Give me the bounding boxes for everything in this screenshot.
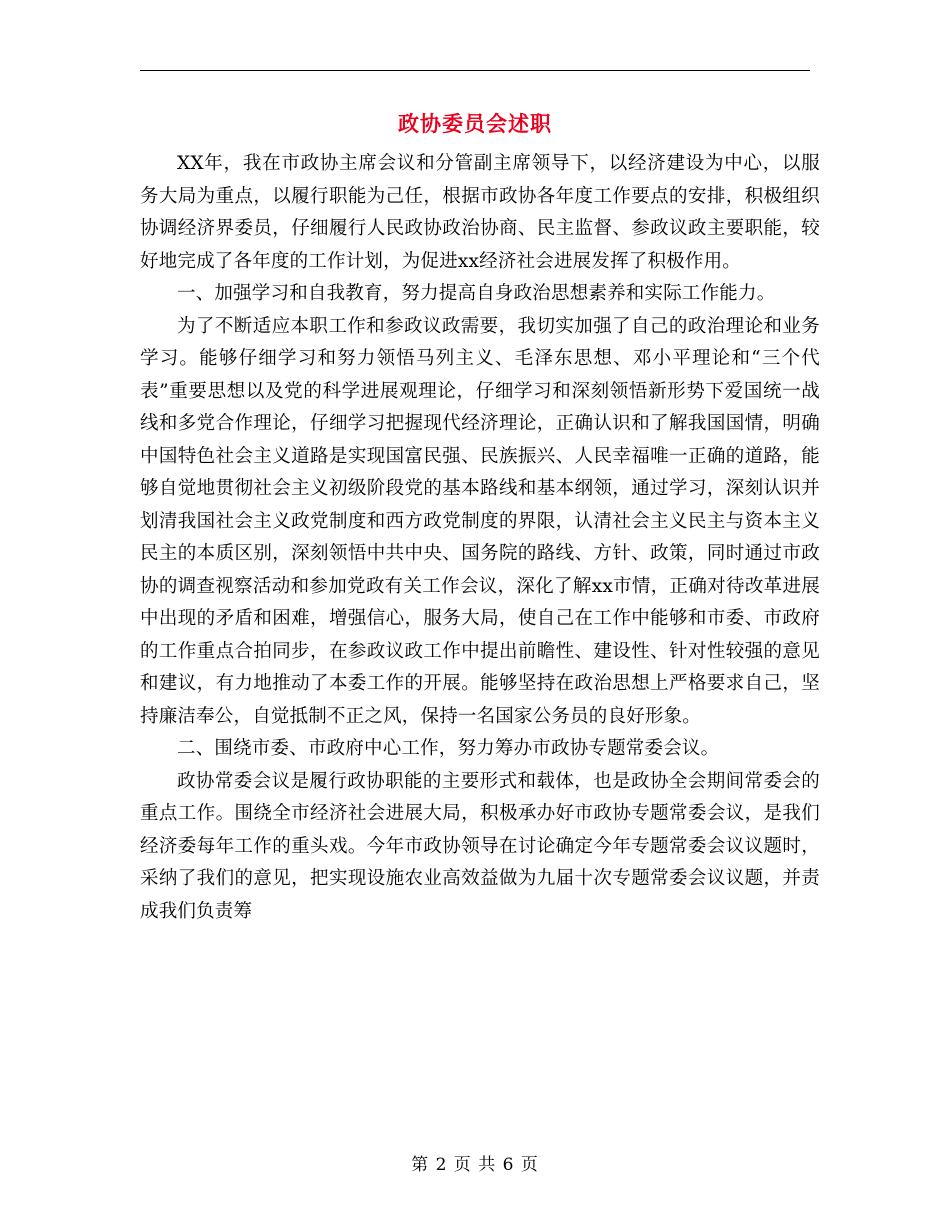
header-rule [140, 70, 810, 71]
document-body [140, 148, 820, 928]
paragraph-study: 为了不断适应本职工作和参政议政需要，我切实加强了自己的政治理论和业务学习。能够仔细学习和努力领悟马列主义、毛泽东思想、邓小平理论和“三个代表”重要思想以及党的科学进展观理论，仔细学习和深刻领悟新形势下爱国统一战线和多党合作理论，仔细学习把握现代经济理论，正确认识和了解我国国情，明确中国特色社会主义道路是实现国富民强、民族振兴、人民幸福唯一正确的道路，能够自觉地贯彻社会主义初级阶段党的基本路线和基本纲领，通过学习，深刻认识并划清我国社会主义政党制度和西方政党制度的界限，认清社会主义民主与资本主义民主的本质区别，深刻领悟中共中央、国务院的路线、方针、政策，同时通过市政协的调查视察活动和参加党政有关工作会议，深化了解xx市情，正确对待改革进展中出现的矛盾和困难，增强信心，服务大局，使自己在工作中能够和市委、市政府的工作重点合拍同步，在参政议政工作中提出前瞻性、建设性、针对性较强的意见和建议，有力地推动了本委工作的开展。能够坚持在政治思想上严格要求自己，坚持廉洁奉公，自觉抵制不正之风，保持一名国家公务员的良好形象。 [140, 315, 820, 727]
section-heading-1: 一、加强学习和自我教育，努力提高自身政治思想素养和实际工作能力。 [177, 283, 776, 304]
page-title: 政协委员会述职 [398, 111, 552, 136]
page-number-footer: 第 2 页 共 6 页 [411, 1155, 539, 1175]
paragraph-committee-meeting: 政协常委会议是履行政协职能的主要形式和载体，也是政协全会期间常委会的重点工作。围绕全市经济社会进展大局，积极承办好市政协专题常委会议，是我们经济委每年工作的重头戏。今年市政协领导在讨论确定今年专题常委会议议题时，采纳了我们的意见，把实现设施农业高效益做为九届十次专题常委会议议题，并责成我们负责筹 [140, 770, 820, 922]
section-heading-2: 二、围绕市委、市政府中心工作，努力筹办市政协专题常委会议。 [177, 738, 720, 759]
paragraph-intro: XX年，我在市政协主席会议和分管副主席领导下，以经济建设为中心，以服务大局为重点，以履行职能为己任，根据市政协各年度工作要点的安排，积极组织协调经济界委员，仔细履行人民政协政治协商、民主监督、参政议政主要职能，较好地完成了各年度的工作计划，为促进xx经济社会进展发挥了积极作用。 [140, 153, 820, 272]
